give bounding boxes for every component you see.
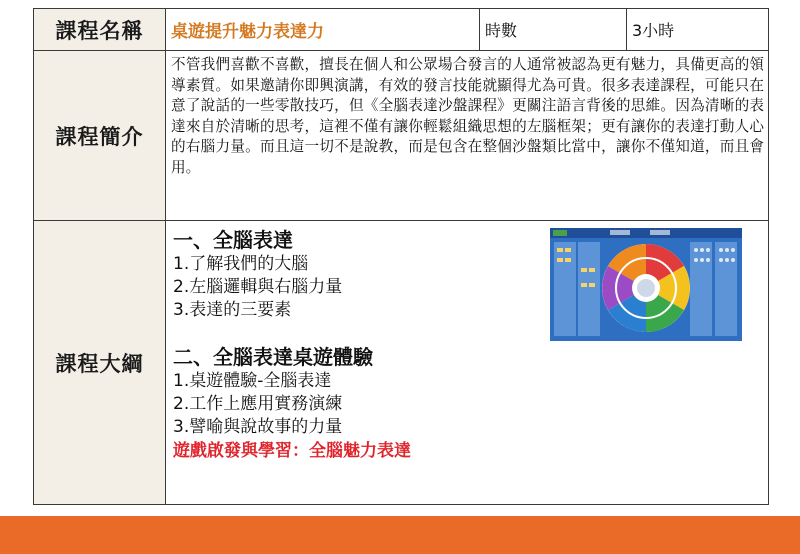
course-intro-text: 不管我們喜歡不喜歡，擅長在個人和公眾場合發言的人通常被認為更有魅力，具備更高的領導素質。如果邀請你即興演講，有效的發言技能就顯得尤為可貴。很多表達課程，可能只在意了說話的一些零散技巧，但《全腦表達沙盤課程》更關注語言背後的思維。因為清晰的表達來自於清晰的思考，這裡不僅有讓你輕鬆組織思想的左腦框架；更有讓你的表達打動人心的右腦力量。而且這一切不是說教，而是包含在整個沙盤類比當中，讓你不僅知道，而且會用。	[166, 51, 769, 221]
outline-item: 3.表達的三要素	[173, 300, 292, 320]
course-name-value: 桌遊提升魅力表達力	[166, 9, 480, 51]
board-game-image	[550, 228, 742, 341]
hours-header: 時數	[480, 9, 627, 51]
course-intro-header: 課程簡介	[34, 51, 166, 221]
course-outline-header: 課程大綱	[34, 221, 166, 505]
outline-highlight: 遊戲啟發與學習：全腦魅力表達	[173, 441, 411, 461]
course-name-header: 課程名稱	[34, 9, 166, 51]
course-table	[33, 8, 769, 505]
outline-section2-title: 二、全腦表達桌遊體驗	[173, 345, 373, 369]
outline-item: 2.左腦邏輯與右腦力量	[173, 277, 343, 297]
outline-item: 3.譬喻與說故事的力量	[173, 417, 343, 437]
outline-section1-title: 一、全腦表達	[173, 228, 293, 252]
outline-item: 2.工作上應用實務演練	[173, 394, 343, 414]
course-outline	[166, 221, 769, 505]
footer-orange-bar	[0, 516, 800, 554]
outline-item: 1.桌遊體驗-全腦表達	[173, 371, 332, 391]
outline-item: 1.了解我們的大腦	[173, 254, 309, 274]
hours-value: 3小時	[627, 9, 769, 51]
